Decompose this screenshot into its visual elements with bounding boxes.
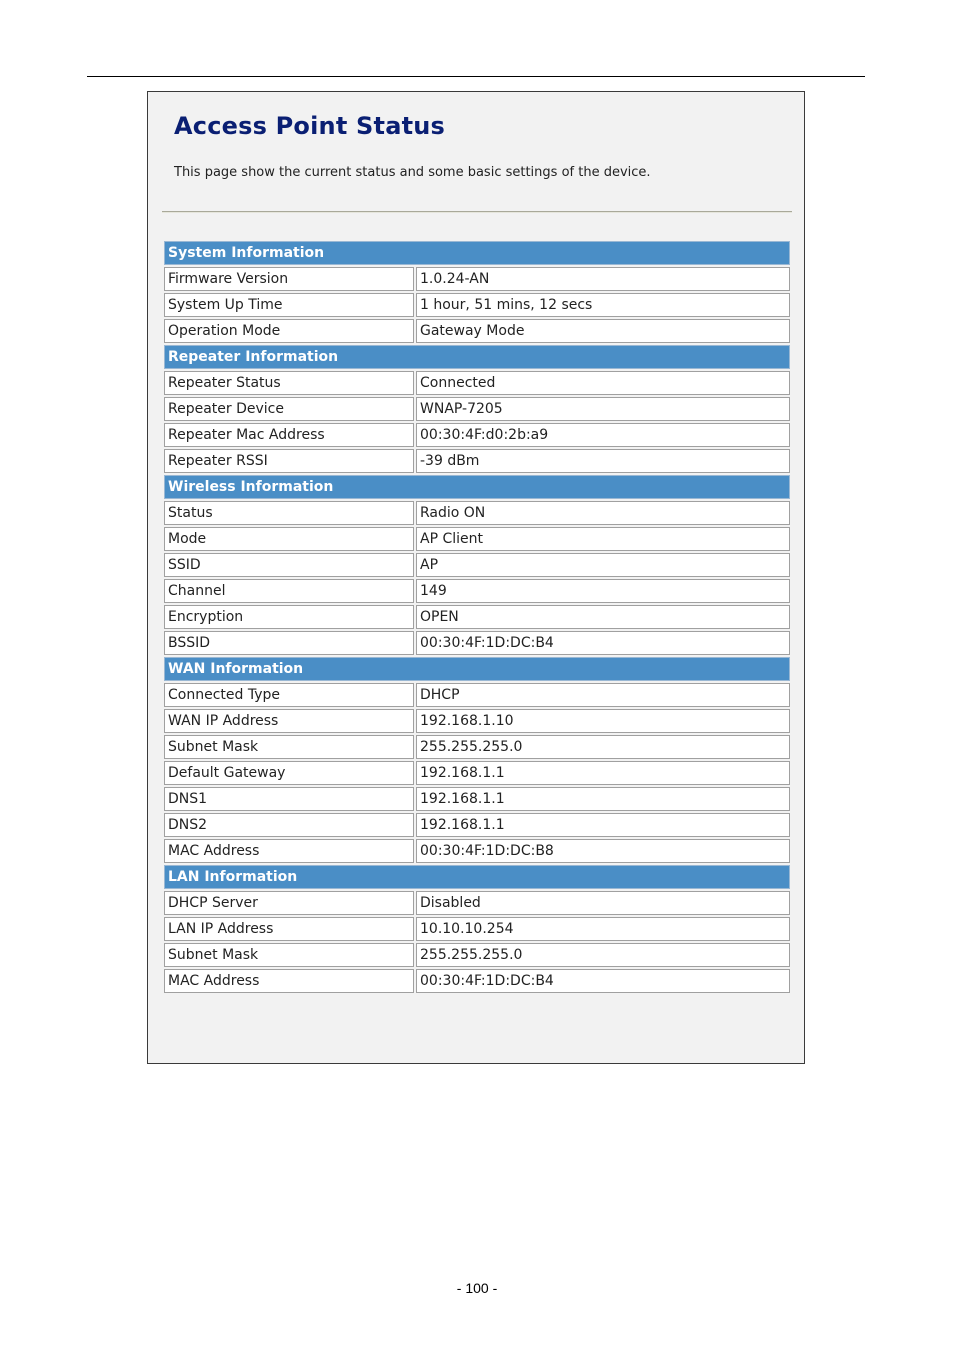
row-label: DNS2 (164, 813, 414, 837)
table-row (164, 709, 790, 733)
row-value: DHCP (416, 683, 790, 707)
row-value: 00:30:4F:1D:DC:B4 (416, 631, 790, 655)
row-value: WNAP-7205 (416, 397, 790, 421)
table-row (164, 969, 790, 993)
screenshot-frame (147, 91, 805, 1064)
row-value: 1.0.24-AN (416, 267, 790, 291)
row-label: Channel (164, 579, 414, 603)
status-table (162, 239, 792, 995)
section-header-row (164, 241, 790, 265)
row-label: DHCP Server (164, 891, 414, 915)
table-row (164, 423, 790, 447)
section-header-row (164, 345, 790, 369)
table-row (164, 605, 790, 629)
row-value: 192.168.1.1 (416, 761, 790, 785)
section-heading: LAN Information (164, 865, 790, 889)
table-row (164, 553, 790, 577)
row-value: Gateway Mode (416, 319, 790, 343)
section-heading: Repeater Information (164, 345, 790, 369)
row-label: WAN IP Address (164, 709, 414, 733)
section-heading: Wireless Information (164, 475, 790, 499)
row-label: Subnet Mask (164, 735, 414, 759)
status-table-body (164, 241, 790, 993)
row-value: Connected (416, 371, 790, 395)
table-row (164, 813, 790, 837)
page-description: This page show the current status and some basic settings of the device. (174, 165, 651, 180)
table-row (164, 891, 790, 915)
row-label: MAC Address (164, 839, 414, 863)
table-row (164, 319, 790, 343)
row-label: Connected Type (164, 683, 414, 707)
row-value: 10.10.10.254 (416, 917, 790, 941)
table-row (164, 527, 790, 551)
row-label: Subnet Mask (164, 943, 414, 967)
table-row (164, 839, 790, 863)
row-label: MAC Address (164, 969, 414, 993)
row-value: 192.168.1.1 (416, 813, 790, 837)
table-row (164, 371, 790, 395)
row-value: OPEN (416, 605, 790, 629)
row-label: Repeater RSSI (164, 449, 414, 473)
row-label: Repeater Mac Address (164, 423, 414, 447)
row-value: Radio ON (416, 501, 790, 525)
row-label: Repeater Device (164, 397, 414, 421)
row-label: System Up Time (164, 293, 414, 317)
table-row (164, 943, 790, 967)
row-value: 149 (416, 579, 790, 603)
row-label: DNS1 (164, 787, 414, 811)
row-label: Firmware Version (164, 267, 414, 291)
section-header-row (164, 475, 790, 499)
table-row (164, 631, 790, 655)
row-value: 192.168.1.10 (416, 709, 790, 733)
row-value: 00:30:4F:1D:DC:B4 (416, 969, 790, 993)
table-row (164, 787, 790, 811)
table-row (164, 917, 790, 941)
page-number: - 100 - (456, 1280, 498, 1296)
row-value: AP (416, 553, 790, 577)
row-label: Operation Mode (164, 319, 414, 343)
section-heading: System Information (164, 241, 790, 265)
row-label: BSSID (164, 631, 414, 655)
table-row (164, 267, 790, 291)
section-header-row (164, 657, 790, 681)
row-label: Repeater Status (164, 371, 414, 395)
row-value: 255.255.255.0 (416, 943, 790, 967)
table-row (164, 579, 790, 603)
section-header-row (164, 865, 790, 889)
section-heading: WAN Information (164, 657, 790, 681)
page-top-rule (87, 76, 865, 77)
table-row (164, 735, 790, 759)
row-value: Disabled (416, 891, 790, 915)
row-label: Mode (164, 527, 414, 551)
table-row (164, 293, 790, 317)
row-label: Status (164, 501, 414, 525)
table-row (164, 501, 790, 525)
row-value: 00:30:4F:1D:DC:B8 (416, 839, 790, 863)
header-divider (162, 211, 792, 213)
row-label: Default Gateway (164, 761, 414, 785)
row-label: Encryption (164, 605, 414, 629)
table-row (164, 397, 790, 421)
row-value: 1 hour, 51 mins, 12 secs (416, 293, 790, 317)
page-title: Access Point Status (174, 112, 446, 140)
row-label: SSID (164, 553, 414, 577)
row-value: 255.255.255.0 (416, 735, 790, 759)
row-value: -39 dBm (416, 449, 790, 473)
table-row (164, 761, 790, 785)
row-label: LAN IP Address (164, 917, 414, 941)
row-value: AP Client (416, 527, 790, 551)
table-row (164, 449, 790, 473)
table-row (164, 683, 790, 707)
row-value: 192.168.1.1 (416, 787, 790, 811)
row-value: 00:30:4F:d0:2b:a9 (416, 423, 790, 447)
